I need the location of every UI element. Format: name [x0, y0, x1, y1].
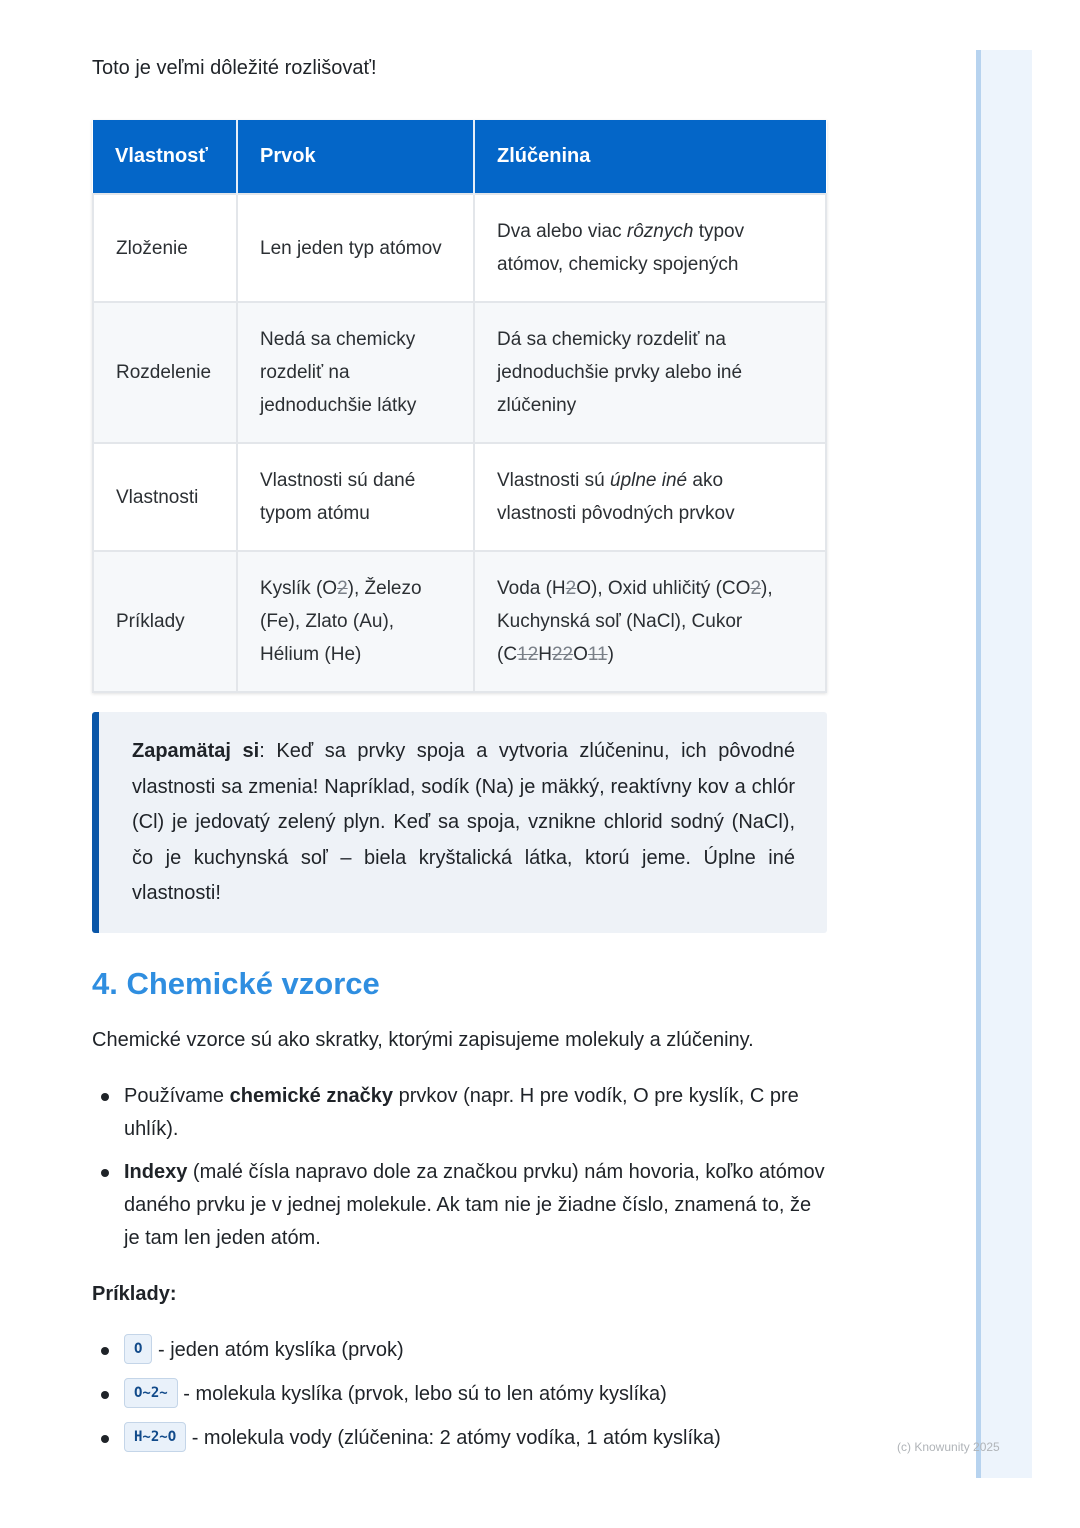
- list-item: Indexy (malé čísla napravo dole za značkou prvku) nám hovoria, koľko atómov daného prvku je v jednej molekule. Ak tam nie je žiadne číslo, znamená to, že je tam len jeden atóm.: [92, 1156, 827, 1255]
- intro-text: Toto je veľmi dôležité rozlišovať!: [92, 57, 377, 79]
- table-row: [93, 194, 826, 302]
- cell-compound: Voda (H2O), Oxid uhličitý (CO2), Kuchynská soľ (NaCl), Cukor (C12H22O11): [474, 551, 826, 692]
- formula-code: O: [124, 1334, 152, 1364]
- section-lead: Chemické vzorce sú ako skratky, ktorými zapisujeme molekuly a zlúčeniny.: [92, 1029, 754, 1051]
- comparison-table: [92, 120, 827, 693]
- cell-compound: Dá sa chemicky rozdeliť na jednoduchšie prvky alebo iné zlúčeniny: [474, 302, 826, 443]
- cell-element: Len jeden typ atómov: [237, 194, 474, 302]
- cell-element: Kyslík (O2), Železo (Fe), Zlato (Au), Hélium (He): [237, 551, 474, 692]
- formula-code: O~2~: [124, 1378, 178, 1408]
- list-item: O - jeden atóm kyslíka (prvok): [92, 1334, 827, 1367]
- header-element: Prvok: [237, 120, 474, 194]
- callout-text: : Keď sa prvky spoja a vytvoria zlúčeninu, ich pôvodné vlastnosti sa zmenia! Napríklad, sodík (Na) je mäkký, reaktívny kov a chlór (Cl) je jedovatý zelený plyn. Keď sa spoja, vznikne chlorid sodný (NaCl), čo je kuchynská soľ – biela kryštalická látka, ktorú jeme. Úplne iné vlastnosti!: [132, 740, 795, 904]
- header-property: Vlastnosť: [93, 120, 237, 194]
- cell-element: Vlastnosti sú dané typom atómu: [237, 443, 474, 551]
- right-sidebar: [976, 50, 1032, 1478]
- header-compound: Zlúčenina: [474, 120, 826, 194]
- table-row: [93, 443, 826, 551]
- table-row: [93, 551, 826, 692]
- table-header-row: [93, 120, 826, 194]
- cell-property: Rozdelenie: [93, 302, 237, 443]
- list-item: O~2~ - molekula kyslíka (prvok, lebo sú to len atómy kyslíka): [92, 1378, 827, 1411]
- cell-compound: Vlastnosti sú úplne iné ako vlastnosti pôvodných prvkov: [474, 443, 826, 551]
- callout-label: Zapamätaj si: [132, 740, 260, 762]
- section-title: 4. Chemické vzorce: [92, 966, 380, 1001]
- remember-callout: [92, 712, 827, 933]
- cell-property: Vlastnosti: [93, 443, 237, 551]
- table-row: [93, 302, 826, 443]
- examples-list: [92, 1334, 827, 1466]
- formula-code: H~2~O: [124, 1422, 186, 1452]
- cell-compound: Dva alebo viac rôznych typov atómov, chemicky spojených: [474, 194, 826, 302]
- list-item: H~2~O - molekula vody (zlúčenina: 2 atómy vodíka, 1 atóm kyslíka): [92, 1422, 827, 1455]
- cell-property: Príklady: [93, 551, 237, 692]
- copyright-text: (c) Knowunity 2025: [897, 1440, 1000, 1454]
- cell-property: Zloženie: [93, 194, 237, 302]
- examples-heading: Príklady:: [92, 1283, 177, 1305]
- cell-element: Nedá sa chemicky rozdeliť na jednoduchšie látky: [237, 302, 474, 443]
- list-item: Používame chemické značky prvkov (napr. H pre vodík, O pre kyslík, C pre uhlík).: [92, 1080, 827, 1146]
- sidebar-divider: [976, 50, 981, 1478]
- formula-rules-list: [92, 1080, 827, 1265]
